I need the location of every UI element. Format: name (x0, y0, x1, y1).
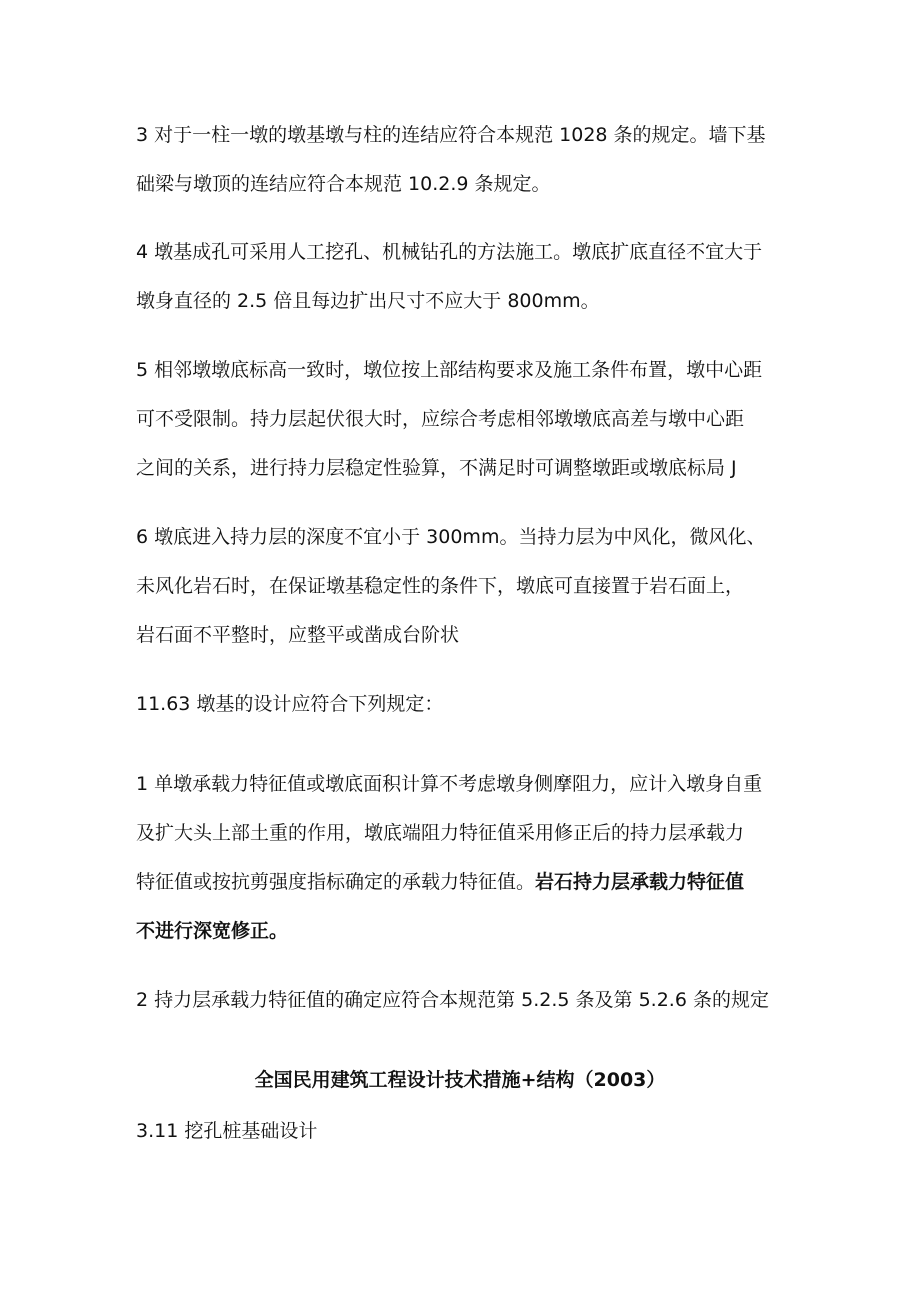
p4-line1: 6 墩底进入持力层的深度不宜小于 300mm。当持力层为中风化，微风化、 (136, 526, 766, 548)
p3-line3: 之间的关系，进行持力层稳定性验算，不满足时可调整墩距或墩底标局 J (136, 457, 737, 479)
p1-line2: 础梁与墩顶的连结应符合本规范 10.2.9 条规定。 (136, 173, 551, 195)
p1-line1: 3 对于一柱一墩的墩基墩与柱的连结应符合本规范 1028 条的规定。墙下基 (136, 124, 766, 146)
p6-line3-normal: 特征值或按抗剪强度指标确定的承载力特征值。 (136, 871, 536, 893)
p2-line2: 墩身直径的 2.5 倍且每边扩出尺寸不应大于 800mm。 (136, 290, 600, 312)
p5-line1: 11.63 墩基的设计应符合下列规定： (136, 693, 444, 715)
p4-line2: 未风化岩石时，在保证墩基稳定性的条件下，墩底可直接置于岩石面上， (136, 575, 745, 597)
p6-line4-bold: 不进行深宽修正。 (136, 920, 289, 942)
p6-line3 (136, 870, 744, 894)
p3-line1: 5 相邻墩墩底标高一致时，墩位按上部结构要求及施工条件布置，墩中心距 (136, 359, 763, 381)
p6-line3-bold: 岩石持力层承载力特征值 (535, 871, 745, 893)
p7-line1: 2 持力层承载力特征值的确定应符合本规范第 5.2.5 条及第 5.2.6 条的规定 (136, 989, 769, 1011)
p6-line1: 1 单墩承载力特征值或墩底面积计算不考虑墩身侧摩阻力，应计入墩身自重 (136, 773, 763, 795)
p3-line2: 可不受限制。持力层起伏很大时，应综合考虑相邻墩墩底高差与墩中心距 (136, 408, 745, 430)
subsection-heading: 3.11 挖孔桩基础设计 (136, 1120, 318, 1142)
p6-line2: 及扩大头上部土重的作用，墩底端阻力特征值采用修正后的持力层承载力 (136, 822, 745, 844)
p4-line3: 岩石面不平整时，应整平或凿成台阶状 (136, 624, 460, 646)
section-heading: 全国民用建筑工程设计技术措施+结构（2003） (254, 1069, 666, 1091)
p2-line1: 4 墩基成孔可采用人工挖孔、机械钻孔的方法施工。墩底扩底直径不宜大于 (136, 241, 763, 263)
